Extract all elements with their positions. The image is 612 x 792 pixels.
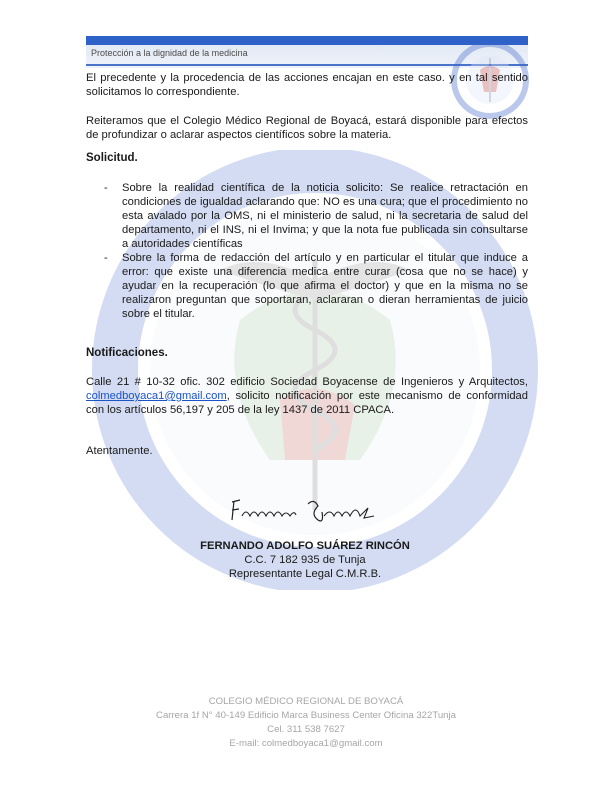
paragraph-reiteramos: Reiteramos que el Colegio Médico Regional de Boyacá, estará disponible para efectos de profundizar o aclarar aspectos científicos sobre la materia. xyxy=(86,115,528,141)
footer-email: E-mail: colmedboyaca1@gmail.com xyxy=(229,738,383,749)
paragraph-notificaciones xyxy=(86,375,528,417)
email-link[interactable]: colmedboyaca1@gmail.com xyxy=(86,390,227,402)
signer-role: Representante Legal C.M.R.B. xyxy=(228,568,382,580)
list-item xyxy=(104,251,528,321)
footer-address: Carrera 1f N° 40-149 Edificio Marca Business Center Oficina 322Tunja xyxy=(156,710,456,721)
list-item-text: Sobre la forma de redacción del artículo y en particular el titular que induce a error: que existe una diferencia medica entre curar (cosa que no se hace) y ayudar en la recuperación (lo que afirma el doctor) y que en la misma no se realizaron preguntan que soportaran, aclararan o dieran herramientas de juicio sobre el titular. xyxy=(122,252,528,320)
bullet-dash: - xyxy=(104,252,108,264)
paragraph-precedente: El precedente y la procedencia de las acciones encajan en este caso. y en tal sentido solicitamos lo correspondiente. xyxy=(86,72,528,98)
footer-org-name: COLEGIO MÉDICO REGIONAL DE BOYACÁ xyxy=(208,696,404,707)
signature-block xyxy=(180,539,430,581)
notificaciones-text-after: , solicito notificación por este mecanismo de conformidad con los artículos 56,197 y 205 de la ley 1437 de 2011 CPACA. xyxy=(86,390,528,416)
list-item-text: Sobre la realidad científica de la noticia solicito: Se realice retractación en condiciones de igualdad aclarando que: NO es una cura; que el procedimiento no esta avalado por la OMS, ni el ministerio de salud, ni la secretaria de salud del departamento, ni el INS, ni el Invima; y que la nota fue publicada sin consultarse a autoridades científicas xyxy=(122,182,528,250)
notificaciones-text-before: Calle 21 # 10-32 ofic. 302 edificio Sociedad Boyacense de Ingenieros y Arquitectos, xyxy=(86,376,528,388)
header-title: Protección a la dignidad de la medicina xyxy=(91,48,248,58)
list-item xyxy=(104,181,528,251)
bullet-dash: - xyxy=(104,182,108,194)
handwritten-signature xyxy=(226,494,386,530)
solicitud-list xyxy=(104,181,528,321)
closing-text: Atentamente. xyxy=(86,445,153,457)
signer-name: FERNANDO ADOLFO SUÁREZ RINCÓN xyxy=(200,540,410,552)
heading-notificaciones: Notificaciones. xyxy=(86,347,168,359)
heading-solicitud: Solicitud. xyxy=(86,152,138,164)
footer-phone: Cel. 311 538 7627 xyxy=(267,724,345,735)
signer-id: C.C. 7 182 935 de Tunja xyxy=(244,554,366,566)
footer xyxy=(100,695,512,751)
